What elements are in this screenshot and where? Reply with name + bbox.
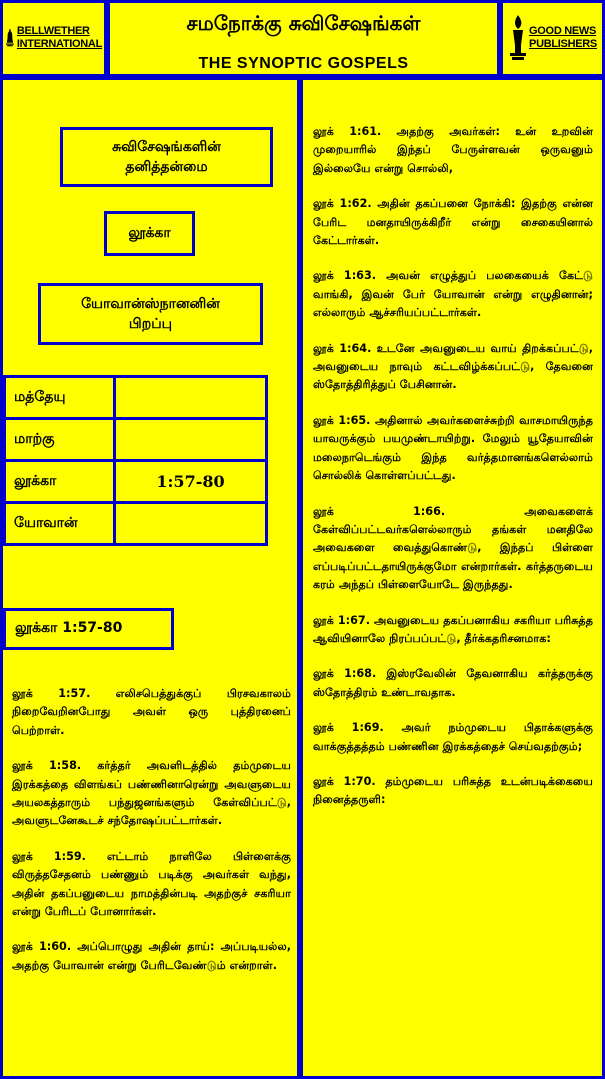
bellwether-logo-text <box>17 25 102 51</box>
verse-1-64: லூக் 1:64. உடனே அவனுடைய வாய் திறக்கப்பட்டு, அவனுடைய நாவும் கட்டவிழ்க்கப்பட்டு, தேவனை ஸ்தோத்திரித்துப் பேசினான். <box>313 341 593 392</box>
table-row <box>5 461 267 503</box>
verse-1-65: லூக் 1:65. அதினால் அவர்களைச்சுற்றி வாசமாயிருந்த யாவருக்கும் பயமுண்டாயிற்று. மேலும் யூதேயாவின் மலைநாடெங்கும் இந்த வர்த்தமானங்களெல்லாம் சொல்லிக் கொள்ளப்பட்டது. <box>313 413 593 483</box>
gospel-uniqueness-text: சுவிசேஷங்களின் தனித்தன்மை <box>112 139 221 175</box>
topic-box <box>38 283 263 345</box>
page-title-tamil: சமநோக்கு சுவிசேஷங்கள் <box>186 11 421 35</box>
gospel-uniqueness-box <box>60 127 273 187</box>
book-cell-luke: லூக்கா <box>5 461 115 503</box>
good-news-logo-text <box>529 25 597 51</box>
verse-1-68: லூக் 1:68. இஸ்ரவேலின் தேவனாகிய கர்த்தருக்கு ஸ்தோத்திரம் உண்டாவதாக. <box>313 667 593 699</box>
right-verses <box>313 123 593 827</box>
verse-1-60: லூக் 1:60. அப்பொழுது அதின் தாய்: அப்படியல்ல, அதற்கு யோவான் என்று பேரிடவேண்டும் என்றாள். <box>12 940 291 972</box>
gospel-name-text: லூக்கா <box>128 224 171 241</box>
verse-1-66: லூக் 1:66. அவைகளைக் கேள்விப்பட்டவர்களெல்லாரும் தங்கள் மனதிலே அவைகளை வைத்துகொண்டு, இந்தப் பிள்ளை எப்படிப்பட்டதாயிருக்குமோ என்றார்கள். கர்த்தருடைய கரம் அந்தப் பிள்ளையோடே இருந்தது. <box>313 504 593 592</box>
good-news-logo-line-2: PUBLISHERS <box>529 38 597 50</box>
book-cell-matthew: மத்தேயு <box>5 377 115 419</box>
left-verses <box>12 685 291 992</box>
verse-1-59: லூக் 1:59. எட்டாம் நாளிலே பிள்ளைக்கு விருத்தசேதனம் பண்ணும் படிக்கு அவர்கள் வந்து, அதின் தகப்பனுடைய நாமத்தின்படி அதற்குச் சகரியா என்று பேரிடப் போனார்கள். <box>12 849 291 919</box>
reference-table <box>3 375 268 546</box>
book-cell-mark: மாற்கு <box>5 419 115 461</box>
bellwether-logo <box>6 8 102 68</box>
verse-1-62: லூக் 1:62. அதின் தகப்பனை நோக்கி: இதற்கு என்ன பேரிட மனதாயிருக்கிறீர் என்று சைகையினால் கேட்டார்கள். <box>313 197 593 248</box>
good-news-logo-line-1: GOOD NEWS <box>529 25 597 37</box>
table-row <box>5 419 267 461</box>
verse-1-63: லூக் 1:63. அவன் எழுத்துப் பலகையைக் கேட்டு வாங்கி, இவன் பேர் யோவான் என்று எழுதினான்; எல்லாரும் ஆச்சரியப்பட்டார்கள். <box>313 269 593 320</box>
verse-1-61: லூக் 1:61. அதற்கு அவர்கள்: உன் உறவின் முறையாரில் இந்தப் பேருள்ளவன் ஒருவனும் இல்லையே என்று சொல்லி, <box>313 125 593 175</box>
verse-1-69: லூக் 1:69. அவர் நம்முடைய பிதாக்களுக்கு வாக்குத்தத்தம் பண்ணின இரக்கத்தைச் செய்வதற்கும்; <box>313 721 593 753</box>
ref-cell-john <box>115 503 267 545</box>
ref-cell-luke: 1:57-80 <box>115 461 267 503</box>
good-news-torch-icon <box>509 15 527 61</box>
header-title-frame <box>107 0 500 77</box>
verse-1-70: லூக் 1:70. தம்முடைய பரிசுத்த உடன்படிக்கையை நினைத்தருளி: <box>313 774 593 807</box>
table-row <box>5 503 267 545</box>
passage-heading-text: லூக்கா 1:57-80 <box>15 620 123 636</box>
verse-1-67: லூக் 1:67. அவனுடைய தகப்பனாகிய சகரியா பரிசுத்த ஆவியினாலே நிரப்பப்பட்டு, தீர்க்கதரிசனமாக: <box>313 613 593 645</box>
verse-1-58: லூக் 1:58. கர்த்தர் அவளிடத்தில் தம்முடைய இரக்கத்தை விளங்கப் பண்ணினாரென்று அவளுடைய அயலகத்தாரும் பந்துஜனங்களும் கேள்விப்பட்டு, அவளுடனேகூடச் சந்தோஷப்பட்டார்கள். <box>12 759 291 828</box>
topic-text: யோவான்ஸ்நானனின் பிறப்பு <box>81 296 220 332</box>
gospel-name-box <box>104 211 195 256</box>
passage-heading-box <box>3 608 174 650</box>
ref-cell-mark <box>115 419 267 461</box>
good-news-logo <box>506 8 600 68</box>
verse-1-57: லூக் 1:57. எலிசபெத்துக்குப் பிரசவகாலம் நிறைவேறினபோது அவள் ஒரு புத்திரனைப் பெற்றாள். <box>12 687 291 737</box>
table-row <box>5 377 267 419</box>
book-cell-john: யோவான் <box>5 503 115 545</box>
bellwether-logo-line-2: INTERNATIONAL <box>16 38 102 50</box>
ref-cell-matthew <box>115 377 267 419</box>
bellwether-logo-line-1: BELLWETHER <box>16 25 90 37</box>
bellwether-bell-icon <box>6 16 14 60</box>
page-title-english: THE SYNOPTIC GOSPELS <box>198 55 409 72</box>
